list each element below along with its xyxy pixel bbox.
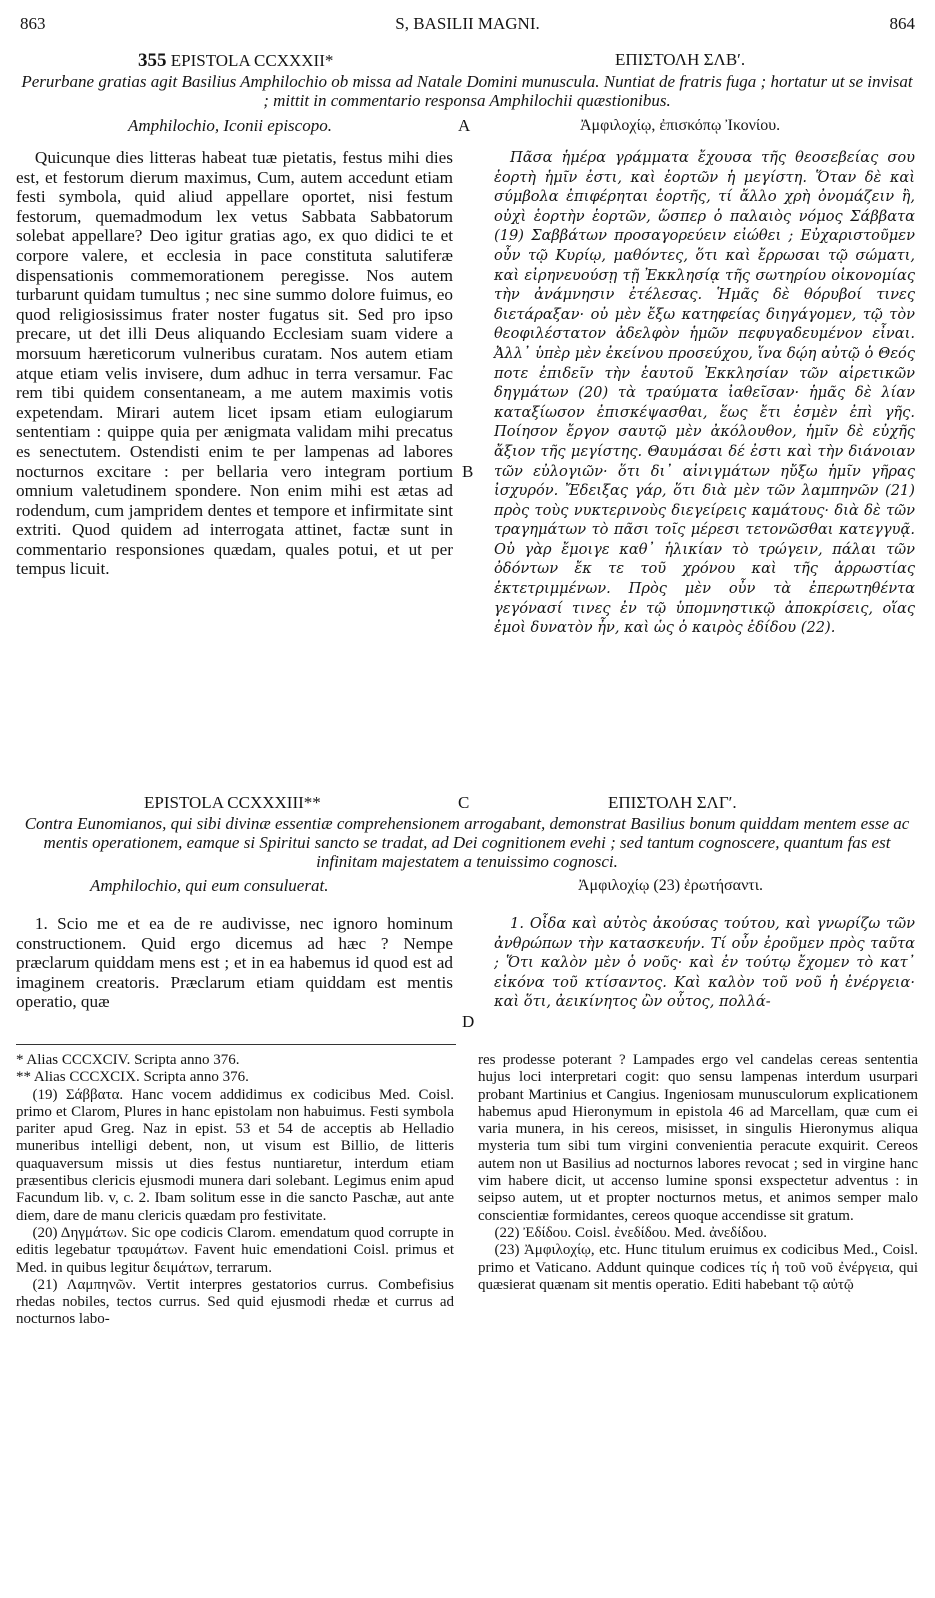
- epistle-2-latin-text: 1. Scio me et ea de re audivisse, nec ignoro hominum constructionem. Quid ergo dicemus ad hæc ? Nempe præclarum quiddam mens est ; et in ea habemus id quod est ad imaginem creatoris. Præclarum etiam quiddam est mentis operatio, quæ: [16, 914, 453, 1012]
- epistle-2-latin-title: EPISTOLA CCXXXIII**: [144, 793, 321, 812]
- epistle-1-greek-addressee: Ἀμφιλοχίῳ, ἐπισκόπῳ Ἰκονίου.: [580, 117, 781, 134]
- epistle-1-summary: Perurbane gratias agit Basilius Amphilochio ob missa ad Natale Domini munuscula. Nuntiat de fratris fuga ; hortatur ut se invisat ; mittit in commentario responsa Amphilochii quæstionibus.: [21, 72, 913, 110]
- footnote-star-1: * Alias CCCXCIV. Scripta anno 376.: [16, 1052, 240, 1068]
- footnote-20: (20) Δηγμάτων. Sic ope codicis Clarom. emendatum quod corrupte in editis legebatur τραυμάτων. Favent huic emendationi Coisl. primus et Med. in quibus legitur δειμάτων, terrarum.: [16, 1224, 454, 1276]
- footnote-22: (22) Ἐδίδου. Coisl. ἐνεδίδου. Med. ἀνεδίδου.: [494, 1224, 767, 1241]
- footnote-19: (19) Σάββατα. Hanc vocem addidimus ex codicibus Med. Coisl. primo et Clarom, Plures in hanc epistolam non habuimus. Festi symbola pariter apud Greg. Naz in epist. 53 et 54 de acceptis ab Helladio muneribus intelligi debent, non, ut visum est Billio, de litteris quaquaversum missis ut dies festus nuntiaretur, interdum etiam præsentibus clericis ejusmodi munera dari solebant. Legimus enim apud Facundum lib. v, c. 2. Ibam solitum esse in die sancto Paschæ, aut ante diem, dare de manu clericis quædam pro festivitate.: [16, 1086, 454, 1224]
- footnote-star-2: ** Alias CCCXCIX. Scripta anno 376.: [16, 1069, 249, 1086]
- footnote-23: (23) Ἀμφιλοχίῳ, etc. Hunc titulum eruimus ex codicibus Med., Coisl. primo et Vaticano. Addunt quinque codices τίς ἡ τοῦ νοῦ ἐνέργεια, qui quæsierat quænam sit mentis operatio. Editi habebant τῷ αὐτῷ: [478, 1242, 918, 1293]
- margin-marker-b: B: [462, 462, 474, 481]
- epistle-1-latin-addressee: Amphilochio, Iconii episcopo.: [128, 116, 332, 135]
- footnote-divider: [16, 1044, 456, 1045]
- footnotes-right-column: [478, 1052, 918, 1294]
- margin-marker-a: A: [458, 116, 471, 135]
- epistle-2-greek-addressee: Ἀμφιλοχίῳ (23) ἐρωτήσαντι.: [578, 877, 764, 894]
- margin-marker-c: C: [458, 793, 470, 812]
- margin-marker-d: D: [462, 1012, 475, 1031]
- epistle-number: 355: [138, 50, 167, 71]
- footnote-21-continued: res prodesse poterant ? Lampades ergo vel candelas cereas sententia hujus loci interpretari cogit: quo sensu lampenas interdum usurpari probant Martinius et Cangius. Ingeniosam munusculorum explicationem habemus apud Hieronymum in epistola 46 ad Marcellam, quæ cum ei varia munera, in his cereos, misisset, in singulis Hieronymus aliqua mysteria tum sibi tum virgini convenientia peracute exquirit. Cereos autem non ut Basilius ad nocturnos labores revocat ; sed in virgine hanc vim habere dicit, ut accenso lumine sponsi exspectetur adventus : in seipso autem, ut et propter nocturnos metus, et animos semper malo conscientiæ formidantes, cereos quoque accendisse sit gratum.: [478, 1052, 918, 1224]
- epistle-2-latin-addressee: Amphilochio, qui eum consuluerat.: [90, 876, 329, 895]
- footnotes-left-column: [16, 1052, 454, 1329]
- epistle-2-summary: Contra Eunomianos, qui sibi divinæ essentiæ comprehensionem arrogabant, demonstrat Basilius bonum quiddam mentem esse ac mentis operationem, eamque si Spiritui sancto se tradat, ad Dei cognitionem evehi ; sed tantum cognoscere, quantum fas est infinitam majestatem a tenuissimo cognosci.: [24, 814, 910, 871]
- epistle-1-greek-text: Πᾶσα ἡμέρα γράμματα ἔχουσα τῆς θεοσεβείας σου ἑορτὴ ἡμῖν ἐστι, καὶ ἑορτῶν ἡ μεγίστη. Ὅταν δὲ καὶ σύμβολα ἐπιφέρηται ἑορτῆς, τί ἄλλο χρὴ ὀνομάζειν ἢ, οὐχὶ ἑορτὴν ἑορτῶν, ὥσπερ ὁ παλαιὸς νόμος Σάββατα (19) Σαββάτων προσαγορεύειν εἰώθει ; Εὐχαριστοῦμεν οὖν τῷ Κυρίῳ, μαθόντες, ὅτι καὶ ἔρρωσαι τῷ σώματι, καὶ εἰρηνευούσῃ τῇ Ἐκκλησίᾳ τῆς σωτηρίου οἰκονομίας τὴν ἀνάμνησιν ἐτέλεσας. Ἡμᾶς δὲ θόρυβοί τινες διετάραξαν· οὐ μὲν ἔξω κατηφείας διηγάγομεν, τῷ τὸν θεοφιλέστατον ἀδελφὸν ἡμῶν πεφυγαδευμένον εἶναι. Ἀλλ᾽ ὑπὲρ μὲν ἐκείνου προσεύχου, ἵνα δῴη αὐτῷ ὁ Θεός ποτε ἐπιδεῖν τὴν ἑαυτοῦ Ἐκκλησίαν τῶν αἱρετικῶν δηγμάτων (20) τὰ τραύματα ἰαθεῖσαν· ἡμᾶς δὲ λίαν καταξίωσον ἐπισκέψασθαι, ἕως ἔτι ἐσμὲν ἐπὶ γῆς. Ποίησον ἔργον σαυτῷ μὲν ἀκόλουθον, ἡμῖν δὲ εὐχῆς ἄξιον τῆς μεγίστης. Θαυμάσαι δέ ἐστι καὶ τὴν διάνοιαν τῶν εὐλογιῶν· ὅτι δι᾽ αἰνιγμάτων ηὔξω ἡμῖν γῆρας ἰσχυρόν. Ἔδειξας γάρ, ὅτι διὰ μὲν τῶν λαμπηνῶν (21) πρὸς τοὺς νυκτερινοὺς διεγείρεις καμάτους· διὰ δὲ τῶν τραγημάτων τὸ πᾶσι τοῖς μέρεσι τετονῶσθαι κατεγγυᾷ. Οὐ γὰρ ἔμοιγε καθ᾽ ἡλικίαν τὸ τρώγειν, πάλαι τῶν ὀδόντων ἔκ τε τοῦ χρόνου καὶ τῆς ἀρρωστίας ἐκτετριμμένων. Πρὸς μὲν οὖν τὰ ἐπερωτηθέντα γεγόνασί τινες ἐν τῷ ὑπομνηστικῷ ἀποκρίσεις, οἵας ἐμοὶ δυνατὸν ἦν, καὶ ὡς ὁ καιρὸς ἐδίδου (22).: [494, 149, 915, 637]
- page-number-right: 864: [889, 14, 915, 33]
- latin-title-text: EPISTOLA CCXXXII*: [170, 51, 334, 70]
- page-number-left: 863: [20, 14, 46, 33]
- running-title: S, BASILII MAGNI.: [395, 14, 540, 33]
- epistle-1-greek-title: ΕΠΙΣΤΟΛΗ ΣΛΒʹ.: [615, 50, 746, 69]
- epistle-1-latin-text: Quicunque dies litteras habeat tuæ pietatis, festus mihi dies est, et festorum dierum maximus, Cum, autem accedunt etiam festi symbola, quid aliud appellare oportet, nisi festum festorum, quemadmodum lex vetus Sabbata Sabbatorum solebat appellare? Deo igitur gratias ago, ex quo didici te et corpore valere, et ecclesia in pace constituta salutiferæ dispensationis commemorationem peregisse. Nos autem turbarunt quidam tumultus ; nec sine summo dolore fuimus, eo quod religiosissimus frater noster fugatus sit. Sed pro ipso precare, ut det illi Deus aliquando Ecclesiam suam videre a morsuum hæreticorum vulneribus curatam. Nos autem etiam atque etiam velis invisere, dum adhuc in terra versamur. Fac rem tibi quidem consentaneam, a me autem maximis votis expetendam. Mirari autem licet ipsam etiam eulogiarum sententiam : quippe quia per ænigmata validam mihi precatus es senectutem. Ostendisti enim te per lampenas ad labores nocturnos excitare : per bellaria vero integram portium omnium valetudinem spondere. Non enim mihi est ætas ad rodendum, cum jampridem dentes et tempore et infirmitate sint extriti. Quod quidem ad interrogata attinet, factæ sunt in commentario responsiones quædam, quales potui, et ut per tempus licuit.: [16, 148, 453, 579]
- epistle-1-latin-title: [138, 50, 333, 72]
- epistle-2-greek-title: ΕΠΙΣΤΟΛΗ ΣΛΓʹ.: [608, 793, 737, 812]
- page-header: [20, 14, 915, 40]
- epistle-2-greek-text: 1. Οἶδα καὶ αὐτὸς ἀκούσας τούτου, καὶ γνωρίζω τῶν ἀνθρώπων τὴν κατασκευήν. Τί οὖν ἐροῦμεν πρὸς ταῦτα ; Ὅτι καλὸν μὲν ὁ νοῦς· καὶ ἐν τούτῳ ἔχομεν τὸ κατ᾽ εἰκόνα τοῦ κτίσαντος. Καὶ καλὸν τοῦ νοῦ ἡ ἐνέργεια· καὶ ὅτι, ἀεικίνητος ὢν οὗτος, πολλά-: [494, 915, 915, 1011]
- footnote-21: (21) Λαμπηνῶν. Vertit interpres gestatorios currus. Combefisius rhedas nobiles, tectos currus. Sed quid ejusmodi rhedæ et currus ad nocturnos labo-: [16, 1276, 454, 1328]
